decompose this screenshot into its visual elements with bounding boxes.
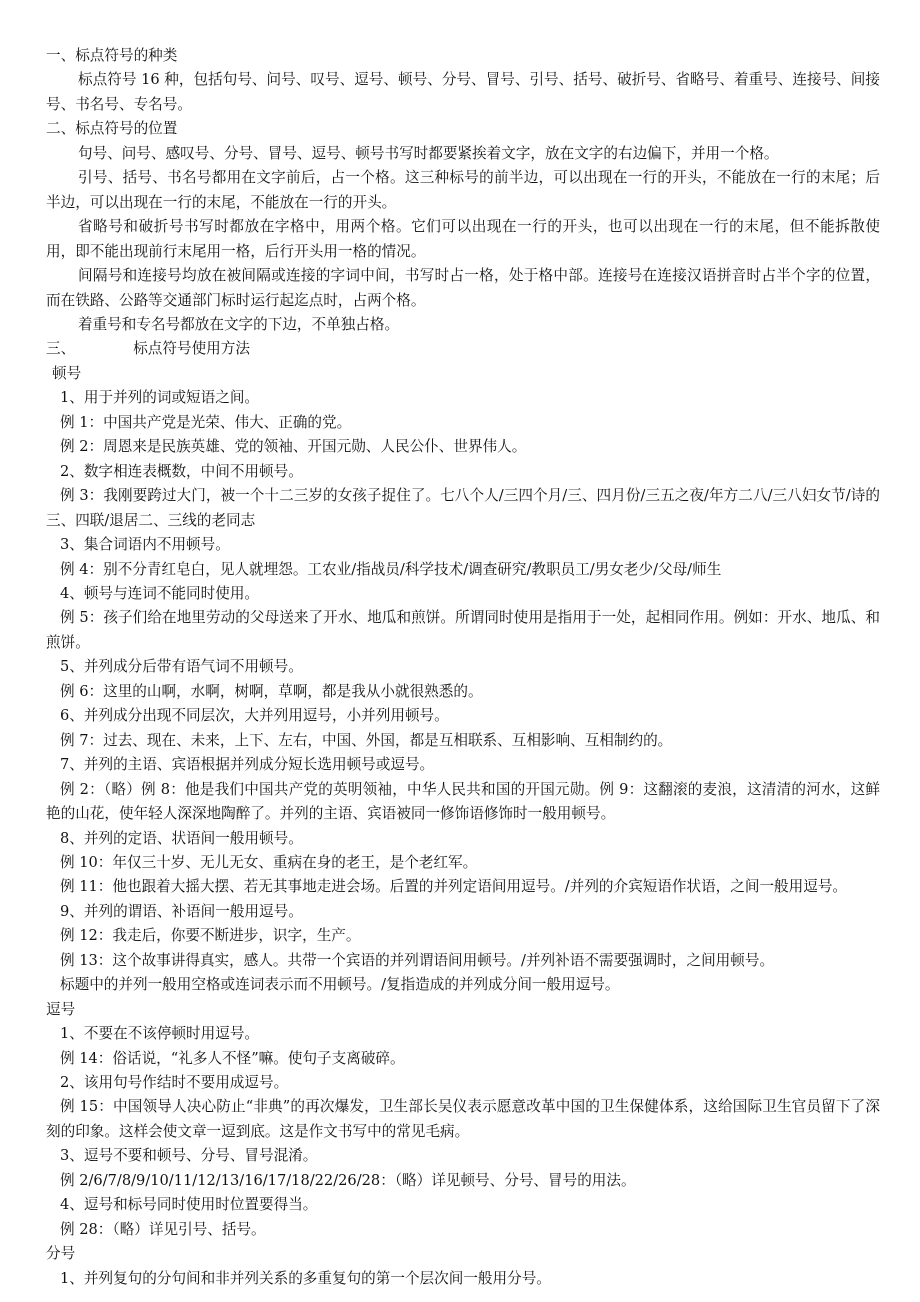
- paragraph: 例 3：我刚要跨过大门，被一个十二三岁的女孩子捉住了。七八个人/三四个月/三、四月份/三五之夜/年方二八/三八妇女节/诗的三、四联/退居二、三线的老同志: [46, 487, 880, 529]
- paragraph: 9、并列的谓语、补语间一般用逗号。: [60, 902, 303, 920]
- paragraph: 3、逗号不要和顿号、分号、冒号混淆。: [60, 1147, 318, 1165]
- paragraph: 4、顿号与连词不能同时使用。: [60, 584, 260, 602]
- paragraph: 1、用于并列的词或短语之间。: [60, 389, 260, 407]
- paragraph: 例 7：过去、现在、未来，上下、左右，中国、外国，都是互相联系、互相影响、互相制约的。: [60, 731, 673, 749]
- paragraph: 例 2/6/7/8/9/10/11/12/13/16/17/18/22/26/28：（略）详见顿号、分号、冒号的用法。: [60, 1171, 636, 1189]
- paragraph: 例 10：年仅三十岁、无儿无女、重病在身的老王，是个老红军。: [60, 853, 478, 871]
- section-heading: 一、标点符号的种类: [46, 47, 178, 64]
- paragraph: 例 2：周恩来是民族英雄、党的领袖、开国元勋、人民公仆、世界伟人。: [60, 438, 527, 456]
- paragraph: 例 28：（略）详见引号、括号。: [60, 1220, 266, 1238]
- paragraph: 7、并列的主语、宾语根据并列成分短长选用顿号或逗号。: [60, 756, 435, 774]
- paragraph: 标题中的并列一般用空格或连词表示而不用顿号。/复指造成的并列成分间一般用逗号。: [60, 976, 620, 994]
- paragraph: 1、并列复句的分句间和非并列关系的多重复句的第一个层次间一般用分号。: [60, 1269, 551, 1287]
- paragraph: 例 1：中国共产党是光荣、伟大、正确的党。: [60, 413, 352, 431]
- document-body: [46, 44, 880, 1291]
- section-heading: 二、标点符号的位置: [46, 120, 178, 138]
- paragraph: 1、不要在不该停顿时用逗号。: [60, 1025, 260, 1043]
- paragraph: 5、并列成分后带有语气词不用顿号。: [60, 658, 303, 676]
- heading-number: 三、: [46, 340, 76, 358]
- paragraph: 例 6：这里的山啊，水啊，树啊，草啊，都是我从小就很熟悉的。: [60, 682, 483, 700]
- section-heading: 分号: [46, 1245, 76, 1263]
- paragraph: 8、并列的定语、状语间一般用顿号。: [60, 829, 303, 847]
- subsection-heading: 顿号: [52, 364, 82, 382]
- paragraph: 2、该用句号作结时不要用成逗号。: [60, 1074, 289, 1092]
- paragraph: 3、集合词语内不用顿号。: [60, 536, 230, 554]
- paragraph: 句号、问号、感叹号、分号、冒号、逗号、顿号书写时都要紧挨着文字，放在文字的右边偏下，并用一个格。: [78, 144, 779, 162]
- paragraph: 引号、括号、书名号都用在文字前后，占一个格。这三种标号的前半边，可以出现在一行的开头，不能放在一行的末尾；后半边，可以出现在一行的末尾，不能放在一行的开头。: [46, 169, 880, 211]
- paragraph: 6、并列成分出现不同层次，大并列用逗号，小并列用顿号。: [60, 707, 449, 725]
- paragraph: 着重号和专名号都放在文字的下边，不单独占格。: [78, 315, 400, 333]
- paragraph: 例 15：中国领导人决心防止“非典”的再次爆发，卫生部长吴仪表示愿意改革中国的卫生保健体系，这给国际卫生官员留下了深刻的印象。这样会使文章一逗到底。这是作文书写中的常见毛病。: [46, 1098, 880, 1140]
- section-heading: [46, 337, 880, 361]
- paragraph: 例 2：（略）例 8：他是我们中国共产党的英明领袖，中华人民共和国的开国元勋。例 9：这翻滚的麦浪，这清清的河水，这鲜艳的山花，使年轻人深深地陶醉了。并列的主语、宾语被同一修饰语修饰时一般用顿号。: [46, 780, 880, 823]
- paragraph: 2、数字相连表概数，中间不用顿号。: [60, 462, 303, 480]
- paragraph: 省略号和破折号书写时都放在字格中，用两个格。它们可以出现在一行的开头，也可以出现在一行的末尾，但不能拆散使用，即不能出现前行末尾用一格，后行开头用一格的情况。: [46, 218, 880, 260]
- paragraph: 例 13：这个故事讲得真实，感人。共带一个宾语的并列谓语间用顿号。/并列补语不需要强调时，之间用顿号。: [60, 951, 775, 969]
- paragraph: 例 12：我走后，你要不断进步，识字，生产。: [60, 927, 361, 945]
- section-heading: 逗号: [46, 1000, 76, 1018]
- heading-text: 标点符号使用方法: [133, 340, 250, 358]
- paragraph: 标点符号 16 种，包括句号、问号、叹号、逗号、顿号、分号、冒号、引号、括号、破折号、省略号、着重号、连接号、间接号、书名号、专名号。: [46, 71, 880, 113]
- paragraph: 例 4：别不分青红皂白，见人就埋怨。工农业/指战员/科学技术/调查研究/教职员工/男女老少/父母/师生: [60, 560, 722, 578]
- paragraph: 例 5：孩子们给在地里劳动的父母送来了开水、地瓜和煎饼。所谓同时使用是指用于一处，起相同作用。例如：开水、地瓜、和煎饼。: [46, 609, 880, 651]
- paragraph: 例 11：他也跟着大摇大摆、若无其事地走进会场。后置的并列定语间用逗号。/并列的介宾短语作状语，之间一般用逗号。: [60, 878, 848, 896]
- paragraph: 间隔号和连接号均放在被间隔或连接的字词中间，书写时占一格，处于格中部。连接号在连接汉语拼音时占半个字的位置，而在铁路、公路等交通部门标时运行起迄点时，占两个格。: [46, 267, 880, 309]
- paragraph: 例 14：俗话说，“礼多人不怪”嘛。使句子支离破碎。: [60, 1049, 405, 1067]
- paragraph: 4、逗号和标号同时使用时位置要得当。: [60, 1196, 318, 1214]
